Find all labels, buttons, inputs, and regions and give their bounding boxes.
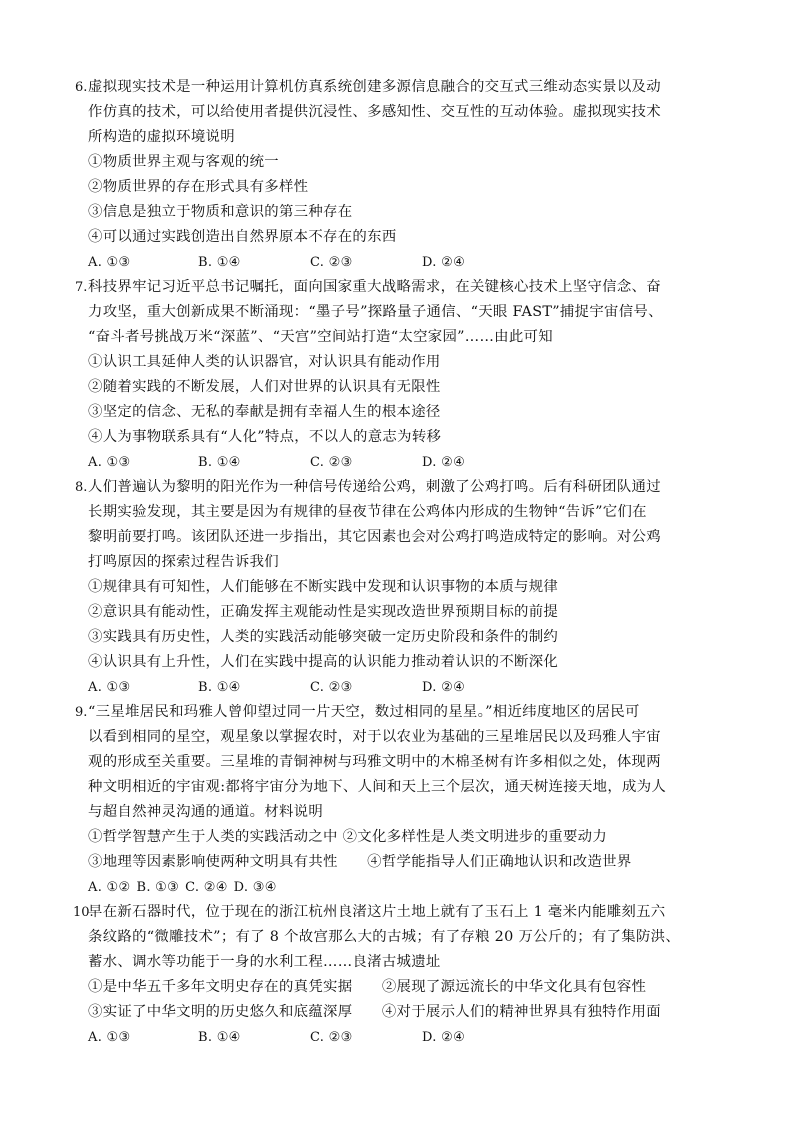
question-8 xyxy=(75,475,728,700)
exam-page xyxy=(73,75,728,1050)
option-c: C. ②③ xyxy=(310,680,353,695)
statement: ③信息是独立于物质和意识的第三种存在 xyxy=(88,204,353,220)
answer-options xyxy=(88,450,728,475)
question-stem-line: 力攻坚，重大创新成果不断涌现：“墨子号”探路量子通信、“天眼 FAST”捕捉宇宙信号、 xyxy=(88,304,663,320)
question-stem-line: 所构造的虚拟环境说明 xyxy=(88,129,235,145)
question-stem-line: 早在新石器时代，位于现在的浙江杭州良渚这片土地上就有了玉石上 1 毫米内能雕刻五六 xyxy=(88,904,666,920)
option-c: C. ②④ xyxy=(185,880,228,895)
option-d: D. ②④ xyxy=(422,680,466,695)
answer-options xyxy=(88,875,728,900)
answer-options xyxy=(88,1025,728,1050)
question-stem-line: 与超自然神灵沟通的通道。材料说明 xyxy=(88,804,324,820)
answer-options xyxy=(88,675,728,700)
statement: ③地理等因素影响使两种文明具有共性 ④哲学能指导人们正确地认识和改造世界 xyxy=(88,854,632,870)
option-c: C. ②③ xyxy=(310,255,353,270)
question-stem-line: “三星堆居民和玛雅人曾仰望过同一片天空，数过相同的星星。”相近纬度地区的居民可 xyxy=(88,704,640,720)
option-a: A. ①③ xyxy=(88,455,131,470)
question-number: 9. xyxy=(75,705,88,720)
option-c: C. ②③ xyxy=(310,455,353,470)
option-b: B. ①④ xyxy=(198,1030,241,1045)
question-9 xyxy=(75,700,728,900)
option-b: B. ①③ xyxy=(136,880,180,895)
option-a: A. ①③ xyxy=(88,1030,131,1045)
statement: ②意识具有能动性，正确发挥主观能动性是实现改造世界预期目标的前提 xyxy=(88,604,559,620)
statement: ④认识具有上升性，人们在实践中提高的认识能力推动着认识的不断深化 xyxy=(88,654,559,670)
statement: ③实践具有历史性，人类的实践活动能够突破一定历史阶段和条件的制约 xyxy=(88,629,559,645)
option-d: D. ②④ xyxy=(422,1030,466,1045)
option-a: A. ①③ xyxy=(88,680,131,695)
statement: ②物质世界的存在形式具有多样性 xyxy=(88,179,309,195)
question-stem-line: 人们普遍认为黎明的阳光作为一种信号传递给公鸡，刺激了公鸡打鸣。后有科研团队通过 xyxy=(88,479,661,495)
question-stem-line: 打鸣原因的探索过程告诉我们 xyxy=(88,554,279,570)
statement: ①物质世界主观与客观的统一 xyxy=(88,154,279,170)
question-number: 8. xyxy=(75,480,88,495)
question-stem-line: 条纹路的“微雕技术”；有了 8 个故宫那么大的古城；有了存粮 20 万公斤的；有了集防洪、 xyxy=(88,929,681,945)
question-number: 10. xyxy=(73,905,94,920)
option-a: A. ①② xyxy=(88,880,131,895)
statement: ①规律具有可知性，人们能够在不断实践中发现和认识事物的本质与规律 xyxy=(88,579,559,595)
question-stem-line: “奋斗者号挑战万米“深蓝”、“天宫”空间站打造“太空家园”……由此可知 xyxy=(88,329,553,345)
option-b: B. ①④ xyxy=(198,255,241,270)
statement: ①哲学智慧产生于人类的实践活动之中 ②文化多样性是人类文明进步的重要动力 xyxy=(88,829,608,845)
option-b: B. ①④ xyxy=(198,455,241,470)
statement: ④可以通过实践创造出自然界原本不存在的东西 xyxy=(88,229,397,245)
question-7 xyxy=(75,275,728,475)
question-stem-line: 长期实验发现，其主要是因为有规律的昼夜节律在公鸡体内形成的生物钟“告诉”它们在 xyxy=(88,504,647,520)
option-a: A. ①③ xyxy=(88,255,131,270)
option-b: B. ①④ xyxy=(198,680,241,695)
question-stem-line: 观的形成至关重要。三星堆的青铜神树与玛雅文明中的木棉圣树有许多相似之处，体现两 xyxy=(88,754,661,770)
option-c: C. ②③ xyxy=(310,1030,353,1045)
question-stem-line: 蓄水、调水等功能于一身的水利工程……良渚古城遗址 xyxy=(88,954,441,970)
question-number: 6. xyxy=(75,80,88,95)
option-d: D. ②④ xyxy=(422,455,466,470)
question-number: 7. xyxy=(75,280,88,295)
question-stem-line: 种文明相近的宇宙观:都将宇宙分为地下、人间和天上三个层次，通天树连接天地，成为人 xyxy=(88,779,667,795)
statement: ③实证了中华文明的历史悠久和底蕴深厚 ④对于展示人们的精神世界具有独特作用面 xyxy=(88,1004,661,1020)
statement: ①认识工具延伸人类的认识器官，对认识具有能动作用 xyxy=(88,354,441,370)
option-d: D. ③④ xyxy=(233,880,277,895)
statement: ①是中华五千多年文明史存在的真凭实据 ②展现了源远流长的中华文化具有包容性 xyxy=(88,979,647,995)
question-6 xyxy=(75,75,728,275)
statement: ④人为事物联系具有“人化”特点，不以人的意志为转移 xyxy=(88,429,442,445)
answer-options xyxy=(88,250,728,275)
question-10 xyxy=(73,900,728,1050)
question-stem-line: 虚拟现实技术是一种运用计算机仿真系统创建多源信息融合的交互式三维动态实景以及动 xyxy=(88,79,661,95)
question-stem-line: 黎明前要打鸣。该团队还进一步指出，其它因素也会对公鸡打鸣造成特定的影响。对公鸡 xyxy=(88,529,661,545)
question-stem-line: 科技界牢记习近平总书记嘱托，面向国家重大战略需求，在关键核心技术上坚守信念、奋 xyxy=(88,279,661,295)
statement: ②随着实践的不断发展，人们对世界的认识具有无限性 xyxy=(88,379,441,395)
option-d: D. ②④ xyxy=(422,255,466,270)
statement: ③坚定的信念、无私的奉献是拥有幸福人生的根本途径 xyxy=(88,404,441,420)
question-stem-line: 作仿真的技术，可以给使用者提供沉浸性、多感知性、交互性的互动体验。虚拟现实技术 xyxy=(88,104,661,120)
question-stem-line: 以看到相同的星空，观星象以掌握农时，对于以农业为基础的三星堆居民以及玛雅人宇宙 xyxy=(88,729,661,745)
